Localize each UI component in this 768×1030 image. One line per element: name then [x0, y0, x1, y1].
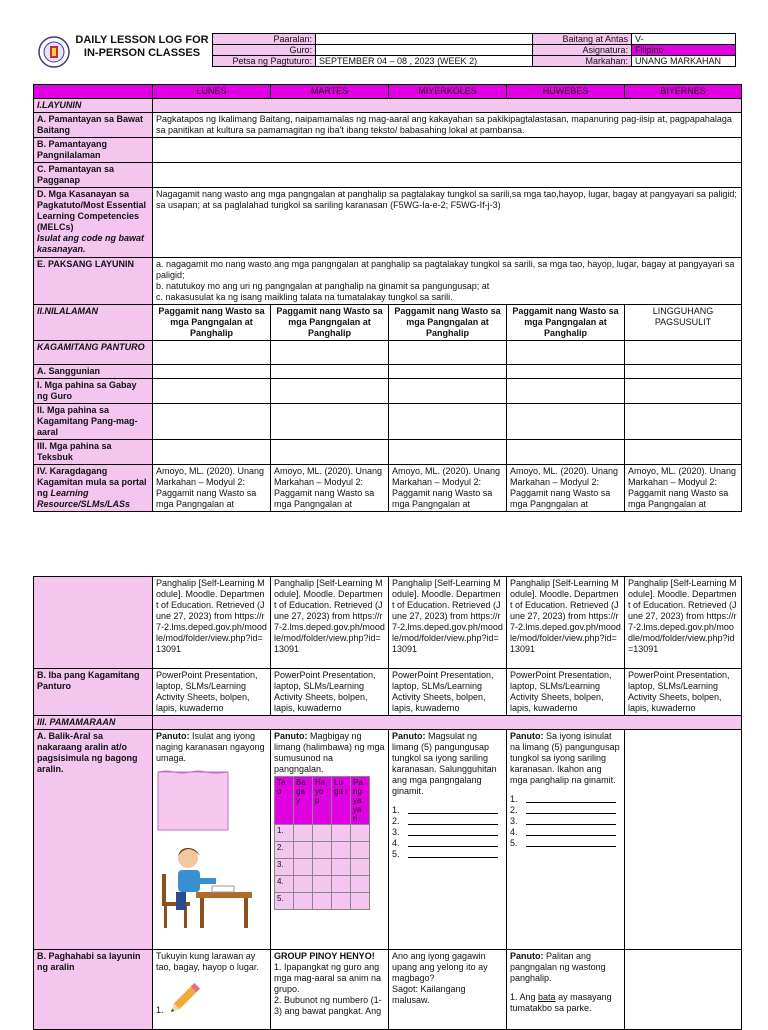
pamantayang-pangnilalaman-value: [153, 138, 742, 163]
doc-title-line1: DAILY LESSON LOG FOR: [75, 34, 209, 46]
panuto-label: Panuto:: [274, 731, 308, 741]
col-hayop: Ha yo p: [313, 777, 332, 825]
panuto-text: Magbigay ng limang (halimbawa) ng mga sumusunod na pangngalan.: [274, 731, 385, 774]
kasanayan-text: Nagagamit nang wasto ang mga pangngalan at panghalip sa pagtalakay tungkol sa sarili,sa mga tao,hayop, lugar, bagay at pangyayari sa paligid; sa usapan; at sa paglalahad tungkol sa sariling karanasan (F5WG-Ia-e-2; F5WG-If-j-3): [153, 188, 742, 258]
answer-line: 5.: [392, 849, 503, 860]
answer-line: 5.: [510, 838, 621, 849]
balik-aral-huwebes: [507, 730, 625, 950]
pamamaraan-heading: III. PAMAMARAAN: [34, 716, 153, 730]
paksang-item-a: a. nagagamit mo nang wasto ang mga pangngalan at panghalip sa pagtalakay tungkol sa sarili, sa mga tao, hayop, lugar, bagay at pangyayari sa paligid;: [156, 259, 735, 280]
teksbuk-label: III. Mga pahina sa Teksbuk: [34, 440, 153, 465]
iba-pang-lunes: PowerPoint Presentation, laptop, SLMs/Learning Activity Sheets, bolpen, lapis, kuwaderno: [153, 669, 271, 716]
col-bagay: Ba ga y: [294, 777, 313, 825]
amoyo-lunes: Amoyo, ML. (2020). Unang Markahan – Modyul 2: Paggamit nang Wasto sa mga Pangngalan at: [153, 465, 271, 512]
amoyo-cont-lunes: Panghalip [Self-Learning Module]. Moodle. Department of Education. Retrieved (June 27, 2023) from https://r7-2.lms.deped.gov.ph/moodle/mod/folder/view.php?id=13091: [153, 577, 271, 669]
amoyo-martes: Amoyo, ML. (2020). Unang Markahan – Modyul 2: Paggamit nang Wasto sa mga Pangngalan at: [271, 465, 389, 512]
nilalaman-martes: Paggamit nang Wasto sa mga Pangngalan at Panghalip: [271, 305, 389, 341]
paghahabi-label: B. Paghahabi sa layunin ng aralin: [34, 950, 153, 1030]
pamantayang-pangnilalaman-label: B. Pamantayang Pangnilalaman: [34, 138, 153, 163]
iba-pang-biyernes: PowerPoint Presentation, laptop, SLMs/Learning Activity Sheets, bolpen, lapis, kuwaderno: [625, 669, 742, 716]
petsa-label: Petsa ng Pagtuturo:: [213, 56, 316, 67]
balik-aral-biyernes: [625, 730, 742, 950]
answer-line: 2.: [510, 805, 621, 816]
amoyo-huwebes: Amoyo, ML. (2020). Unang Markahan – Modyul 2: Paggamit nang Wasto sa mga Pangngalan at: [507, 465, 625, 512]
layunin-fill: [153, 99, 742, 113]
pamantayan-pagganap-label: C. Pamantayan sa Pagganap: [34, 163, 153, 188]
answer-line: 4.: [392, 838, 503, 849]
lesson-table-page2: [33, 576, 742, 1030]
panuto-label: Panuto:: [510, 731, 544, 741]
paghahabi-huwebes: [507, 950, 625, 1030]
baitang-value: V-: [632, 34, 736, 45]
answer-line: 2.: [392, 816, 503, 827]
paghahabi-miyerkoles: Ano ang iyong gagawin upang ang yelong ito ay magbago? Sagot: Kailangang malusaw.: [389, 950, 507, 1030]
balik-aral-miyerkoles: [389, 730, 507, 950]
amoyo-cont-huwebes: Panghalip [Self-Learning Module]. Moodle. Department of Education. Retrieved (June 27, 2023) from https://r7-2.lms.deped.gov.ph/moodle/mod/folder/view.php?id=13091: [507, 577, 625, 669]
paaralan-value: [316, 34, 533, 45]
nilalaman-lunes: Paggamit nang Wasto sa mga Pangngalan at Panghalip: [153, 305, 271, 341]
answer-line: 3.: [510, 816, 621, 827]
balik-aral-label: A. Balik-Aral sa nakaraang aralin at/o pagsisimula ng bagong aralin.: [34, 730, 153, 950]
kagamitang-mag-aaral-label: II. Mga pahina sa Kagamitang Pang-mag-aaral: [34, 404, 153, 440]
amoyo-biyernes: Amoyo, ML. (2020). Unang Markahan – Modyul 2: Paggamit nang Wasto sa mga Pangngalan at: [625, 465, 742, 512]
paksang-layunin-text: [153, 258, 742, 305]
pinoy-henyo-text: 1. Ipapangkat ng guro ang mga mag-aaral sa anim na grupo. 2. Bubunot ng numbero (1-3) ang bawat pangkat. Ang: [274, 962, 382, 1016]
paksang-layunin-label: E. PAKSANG LAYUNIN: [34, 258, 153, 305]
pangngalan-table: [274, 776, 370, 910]
day-lunes: LUNES: [153, 85, 271, 99]
row-num: 5.: [275, 893, 294, 910]
answer-line: 4.: [510, 827, 621, 838]
layunin-heading: I.LAYUNIN: [34, 99, 153, 113]
asignatura-value: Filipino: [632, 45, 736, 56]
row-num: 1.: [275, 825, 294, 842]
markahan-value: UNANG MARKAHAN: [632, 56, 736, 67]
col-lugar: Lu ga r: [332, 777, 351, 825]
panuto-text: Isulat ang iyong naging karanasan ngayong umaga.: [156, 731, 265, 763]
row-num: 4.: [275, 876, 294, 893]
answer-line: 1.: [510, 794, 621, 805]
baitang-label: Baitang at Antas: [533, 34, 632, 45]
guro-value: [316, 45, 533, 56]
day-huwebes: HUWEBES: [507, 85, 625, 99]
amoyo-cont-biyernes: Panghalip [Self-Learning Module]. Moodle. Department of Education. Retrieved (June 27, 2023) from https://r7-2.lms.deped.gov.ph/moodle/mod/folder/view.php?id=13091: [625, 577, 742, 669]
answer-line: 1.: [392, 805, 503, 816]
kagamitang-panturo-label: KAGAMITANG PANTURO: [34, 341, 153, 365]
paksang-item-b: b. natutukoy mo ang uri ng pangngalan at panghalip na ginamit sa pangungusap; at: [156, 281, 490, 291]
gabay-guro-label: I. Mga pahina sa Gabay ng Guro: [34, 379, 153, 404]
nilalaman-miyerkoles: Paggamit nang Wasto sa mga Pangngalan at Panghalip: [389, 305, 507, 341]
pamantayan-bawat-baitang-text: Pagkatapos ng Ikalimang Baitang, naipamamalas ng mag-aaral ang kakayahan sa pakikipagtalastasan, mapanuring pag-iisip at, pagpapahalaga sa panitikan at kultura sa pamamagitan ng iba't ibang teksto/ babasahing lokal at pambansa.: [153, 113, 742, 138]
panuto-label: Panuto:: [156, 731, 190, 741]
balik-aral-martes: [271, 730, 389, 950]
paghahabi-lunes-item: 1.: [156, 1005, 164, 1015]
nilalaman-biyernes: LINGGUHANG PAGSUSULIT: [625, 305, 742, 341]
kasanayan-title: D. Mga Kasanayan sa Pagkatuto/Most Essential Learning Competencies (MELCs): [37, 189, 147, 232]
answer-line: 3.: [392, 827, 503, 838]
balik-aral-lunes: [153, 730, 271, 950]
amoyo-cont-miyerkoles: Panghalip [Self-Learning Module]. Moodle. Department of Education. Retrieved (June 27, 2023) from https://r7-2.lms.deped.gov.ph/moodle/mod/folder/view.php?id=13091: [389, 577, 507, 669]
amoyo-cont-martes: Panghalip [Self-Learning Module]. Moodle. Department of Education. Retrieved (June 27, 2023) from https://r7-2.lms.deped.gov.ph/moodle/mod/folder/view.php?id=13091: [271, 577, 389, 669]
iba-pang-label: B. Iba pang Kagamitang Panturo: [34, 669, 153, 716]
petsa-value: SEPTEMBER 04 – 08 , 2023 (WEEK 2): [316, 56, 533, 67]
paghahabi-lunes-text: Tukuyin kung larawan ay tao, bagay, hayop o lugar.: [156, 951, 259, 972]
paghahabi-lunes: [153, 950, 271, 1030]
pencil-icon: [168, 975, 208, 1015]
guro-label: Guro:: [213, 45, 316, 56]
pamamaraan-fill: [153, 716, 742, 730]
panuto-text: Sa iyong isinulat na limang (5) pangungusap tungkol sa iyong sariling karanasan. Ikahon ang mga panghalip na ginamit.: [510, 731, 620, 785]
amoyo-cont-label: [34, 577, 153, 669]
iba-pang-martes: PowerPoint Presentation, laptop, SLMs/Learning Activity Sheets, bolpen, lapis, kuwaderno: [271, 669, 389, 716]
karagdagang-label: [34, 465, 153, 512]
pamantayan-pagganap-value: [153, 163, 742, 188]
karagdagang-ital: Learning Resource/SLMs/LASs: [37, 488, 131, 509]
markahan-label: Markahan:: [533, 56, 632, 67]
row-num: 3.: [275, 859, 294, 876]
amoyo-miyerkoles: Amoyo, ML. (2020). Unang Markahan – Modyul 2: Paggamit nang Wasto sa mga Pangngalan at: [389, 465, 507, 512]
panuto-text: Palitan ang pangngalan ng wastong panghalip.: [510, 951, 606, 983]
student-writing-illustration: [156, 844, 267, 933]
paksang-item-c: c. nakasusulat ka ng isang maikling talata na tumatalakay tungkol sa sarili.: [156, 292, 453, 302]
panuto-label: Panuto:: [510, 951, 544, 961]
asignatura-label: Asignatura:: [533, 45, 632, 56]
panuto-label: Panuto:: [392, 731, 426, 741]
day-biyernes: BIYERNES: [625, 85, 742, 99]
day-miyerkoles: MIYERKOLES: [389, 85, 507, 99]
day-martes: MARTES: [271, 85, 389, 99]
kasanayan-note: Isulat ang code ng bawat kasanayan.: [37, 233, 145, 254]
kasanayan-label: [34, 188, 153, 258]
doc-title-line2: IN-PERSON CLASSES: [83, 47, 201, 59]
header-info-table: [212, 33, 736, 67]
huwebes-item-1: 1. Ang bata ay masayang tumatakbo sa parke.: [510, 992, 612, 1013]
col-tao: Ta o: [275, 777, 294, 825]
nilalaman-huwebes: Paggamit nang Wasto sa mga Pangngalan at Panghalip: [507, 305, 625, 341]
paghahabi-biyernes: [625, 950, 742, 1030]
sanggunian-label: A. Sanggunian: [34, 365, 153, 379]
pamantayan-bawat-baitang-label: A. Pamantayan sa Bawat Baitang: [34, 113, 153, 138]
nilalaman-label: II.NILALAMAN: [34, 305, 153, 341]
panuto-text: Magsulat ng limang (5) pangungusap tungkol sa iyong sariling karanasan. Salungguhitan ang mga pangngalang ginamit.: [392, 731, 497, 796]
day-header-blank: [34, 85, 153, 99]
karagdagang-text: IV. Karagdagang Kagamitan mula sa portal ng: [37, 466, 147, 498]
iba-pang-huwebes: PowerPoint Presentation, laptop, SLMs/Learning Activity Sheets, bolpen, lapis, kuwaderno: [507, 669, 625, 716]
paaralan-label: Paaralan:: [213, 34, 316, 45]
paghahabi-martes: [271, 950, 389, 1030]
notebook-page-illustration: [156, 770, 234, 834]
pinoy-henyo-title: GROUP PINOY HENYO!: [274, 951, 375, 961]
row-num: 2.: [275, 842, 294, 859]
deped-logo: [38, 36, 70, 68]
iba-pang-miyerkoles: PowerPoint Presentation, laptop, SLMs/Learning Activity Sheets, bolpen, lapis, kuwaderno: [389, 669, 507, 716]
lesson-table-page1: [33, 84, 742, 512]
col-pangyayari: Pa ng ya ya ri: [351, 777, 370, 825]
